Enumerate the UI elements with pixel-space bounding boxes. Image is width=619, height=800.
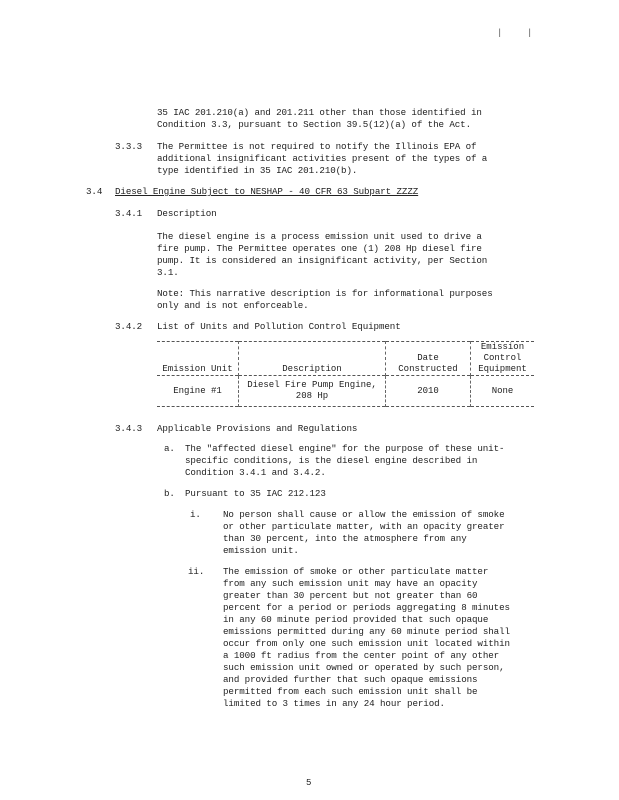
paragraph-line: The diesel engine is a process emission unit used to drive a bbox=[157, 231, 482, 242]
subitem-label: i. bbox=[190, 509, 201, 520]
table-cell: 2010 bbox=[386, 376, 471, 407]
table-header: Description bbox=[239, 342, 386, 376]
paragraph-line: The Permittee is not required to notify the Illinois EPA of bbox=[157, 141, 477, 152]
item-label: b. bbox=[164, 488, 175, 499]
section-number: 3.4.1 bbox=[115, 208, 143, 219]
paragraph-line: specific conditions, is the diesel engine described in bbox=[185, 455, 478, 466]
paragraph-line: limited to 3 times in any 24 hour period. bbox=[223, 698, 445, 709]
section-number: 3.4 bbox=[86, 186, 103, 197]
note-line: only and is not enforceable. bbox=[157, 300, 309, 311]
paragraph-line: from any such emission unit may have an opacity bbox=[223, 578, 478, 589]
intro-line: 35 IAC 201.210(a) and 201.211 other than those identified in bbox=[157, 107, 482, 118]
paragraph-line: than 30 percent, into the atmosphere from any bbox=[223, 533, 467, 544]
table-header: Emission Control Equipment bbox=[478, 342, 527, 374]
paragraph-line: such emission unit owned or operated by such person, bbox=[223, 662, 505, 673]
intro-line: Condition 3.3, pursuant to Section 39.5(12)(a) of the Act. bbox=[157, 119, 471, 130]
units-table bbox=[157, 341, 534, 407]
paragraph-line: Pursuant to 35 IAC 212.123 bbox=[185, 488, 326, 499]
page-number: 5 bbox=[306, 778, 312, 788]
section-heading: Applicable Provisions and Regulations bbox=[157, 423, 358, 434]
section-number: 3.4.3 bbox=[115, 423, 143, 434]
paragraph-line: The "affected diesel engine" for the purpose of these unit- bbox=[185, 443, 505, 454]
paragraph-line: fire pump. The Permittee operates one (1) 208 Hp diesel fire bbox=[157, 243, 482, 254]
paragraph-line: emissions permitted during any 60 minute period shall bbox=[223, 626, 510, 637]
table-cell: Engine #1 bbox=[157, 376, 239, 407]
table-header-row bbox=[157, 342, 534, 376]
paragraph-line: a 1000 ft radius from the center point of any other bbox=[223, 650, 500, 661]
paragraph-line: Condition 3.4.1 and 3.4.2. bbox=[185, 467, 326, 478]
subitem-label: ii. bbox=[188, 566, 205, 577]
paragraph-line: and provided further that such opaque emissions bbox=[223, 674, 478, 685]
section-heading: Description bbox=[157, 208, 217, 219]
table-cell: Diesel Fire Pump Engine, 208 Hp bbox=[239, 376, 386, 407]
header-mark: | bbox=[497, 28, 503, 38]
paragraph-line: No person shall cause or allow the emission of smoke bbox=[223, 509, 505, 520]
paragraph-line: percent for a period or periods aggregating 8 minutes bbox=[223, 602, 510, 613]
paragraph-line: occur from only one such emission unit located within bbox=[223, 638, 510, 649]
item-label: a. bbox=[164, 443, 175, 454]
table-cell: None bbox=[491, 385, 514, 396]
paragraph-line: type identified in 35 IAC 201.210(b). bbox=[157, 165, 358, 176]
header-mark-2: | bbox=[527, 28, 533, 38]
paragraph-line: The emission of smoke or other particulate matter bbox=[223, 566, 489, 577]
paragraph-line: or other particulate matter, with an opacity greater bbox=[223, 521, 505, 532]
table-header: Date Constructed bbox=[386, 342, 471, 376]
paragraph-line: 3.1. bbox=[157, 267, 179, 278]
paragraph-line: emission unit. bbox=[223, 545, 299, 556]
paragraph-line: greater than 30 percent but not greater than 60 bbox=[223, 590, 478, 601]
section-heading: List of Units and Pollution Control Equipment bbox=[157, 321, 401, 332]
paragraph-line: additional insignificant activities present of the types of a bbox=[157, 153, 488, 164]
table-header: Emission Unit bbox=[157, 342, 239, 376]
note-line: Note: This narrative description is for informational purposes bbox=[157, 288, 493, 299]
paragraph-line: pump. It is considered an insignificant activity, per Section bbox=[157, 255, 488, 266]
section-title: Diesel Engine Subject to NESHAP - 40 CFR 63 Subpart ZZZZ bbox=[115, 186, 419, 197]
table-row bbox=[157, 376, 534, 407]
section-number: 3.3.3 bbox=[115, 141, 143, 152]
section-number: 3.4.2 bbox=[115, 321, 143, 332]
paragraph-line: permitted from each such emission unit shall be bbox=[223, 686, 478, 697]
paragraph-line: in any 60 minute period provided that such opaque bbox=[223, 614, 489, 625]
